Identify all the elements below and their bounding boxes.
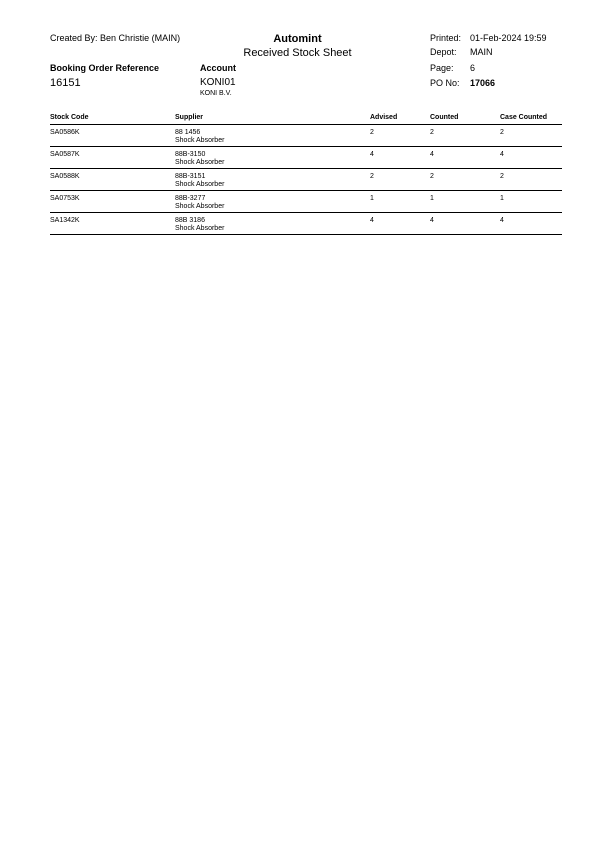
table-row xyxy=(50,147,562,169)
supplier-code-cell: 88B-3151 xyxy=(175,173,206,180)
column-header-advised: Advised xyxy=(370,114,398,121)
table-header xyxy=(50,114,562,125)
case-counted-cell: 2 xyxy=(500,129,504,136)
stock-code-cell: SA0586K xyxy=(50,129,80,136)
table-row xyxy=(50,191,562,213)
counted-cell: 1 xyxy=(430,195,434,202)
column-header-stock-code: Stock Code xyxy=(50,114,89,121)
supplier-code-cell: 88B-3277 xyxy=(175,195,206,202)
depot-label: Depot: xyxy=(430,47,457,57)
description-cell: Shock Absorber xyxy=(175,181,225,188)
po-number: 17066 xyxy=(470,78,496,88)
case-counted-cell: 1 xyxy=(500,195,504,202)
booking-reference-label: Booking Order Reference xyxy=(50,63,160,73)
table-row xyxy=(50,125,562,147)
page-number: 6 xyxy=(470,63,476,73)
table-row xyxy=(50,169,562,191)
column-header-counted: Counted xyxy=(430,114,459,121)
column-header-case-counted: Case Counted xyxy=(500,114,548,121)
supplier-code-cell: 88 1456 xyxy=(175,129,201,136)
counted-cell: 2 xyxy=(430,129,434,136)
counted-cell: 4 xyxy=(430,217,434,224)
counted-cell: 4 xyxy=(430,151,434,158)
description-cell: Shock Absorber xyxy=(175,203,225,210)
created-by-label: Created By: xyxy=(50,33,98,43)
document-title: Received Stock Sheet xyxy=(243,47,352,59)
stock-code-cell: SA0753K xyxy=(50,195,80,202)
account-code: KONI01 xyxy=(200,77,236,88)
depot-value: MAIN xyxy=(470,47,493,57)
column-header-supplier: Supplier xyxy=(175,114,204,121)
created-by-value: Ben Christie (MAIN) xyxy=(100,33,181,43)
advised-cell: 4 xyxy=(370,151,374,158)
stock-code-cell: SA0587K xyxy=(50,151,80,158)
printed-value: 01-Feb-2024 19:59 xyxy=(470,33,547,43)
advised-cell: 4 xyxy=(370,217,374,224)
supplier-code-cell: 88B 3186 xyxy=(175,217,205,224)
po-label: PO No: xyxy=(430,78,460,88)
stock-code-cell: SA0588K xyxy=(50,173,80,180)
description-cell: Shock Absorber xyxy=(175,137,225,144)
page-label: Page: xyxy=(430,63,454,73)
advised-cell: 1 xyxy=(370,195,374,202)
booking-reference-value: 16151 xyxy=(50,77,81,89)
case-counted-cell: 4 xyxy=(500,151,504,158)
counted-cell: 2 xyxy=(430,173,434,180)
case-counted-cell: 2 xyxy=(500,173,504,180)
case-counted-cell: 4 xyxy=(500,217,504,224)
description-cell: Shock Absorber xyxy=(175,225,225,232)
table-row xyxy=(50,213,562,235)
stock-table xyxy=(50,114,562,235)
description-cell: Shock Absorber xyxy=(175,159,225,166)
account-label: Account xyxy=(200,63,236,73)
company-name: Automint xyxy=(273,33,322,45)
stock-code-cell: SA1342K xyxy=(50,217,80,224)
printed-label: Printed: xyxy=(430,33,462,43)
advised-cell: 2 xyxy=(370,173,374,180)
account-name: KONI B.V. xyxy=(200,90,232,97)
advised-cell: 2 xyxy=(370,129,374,136)
supplier-code-cell: 88B-3150 xyxy=(175,151,206,158)
